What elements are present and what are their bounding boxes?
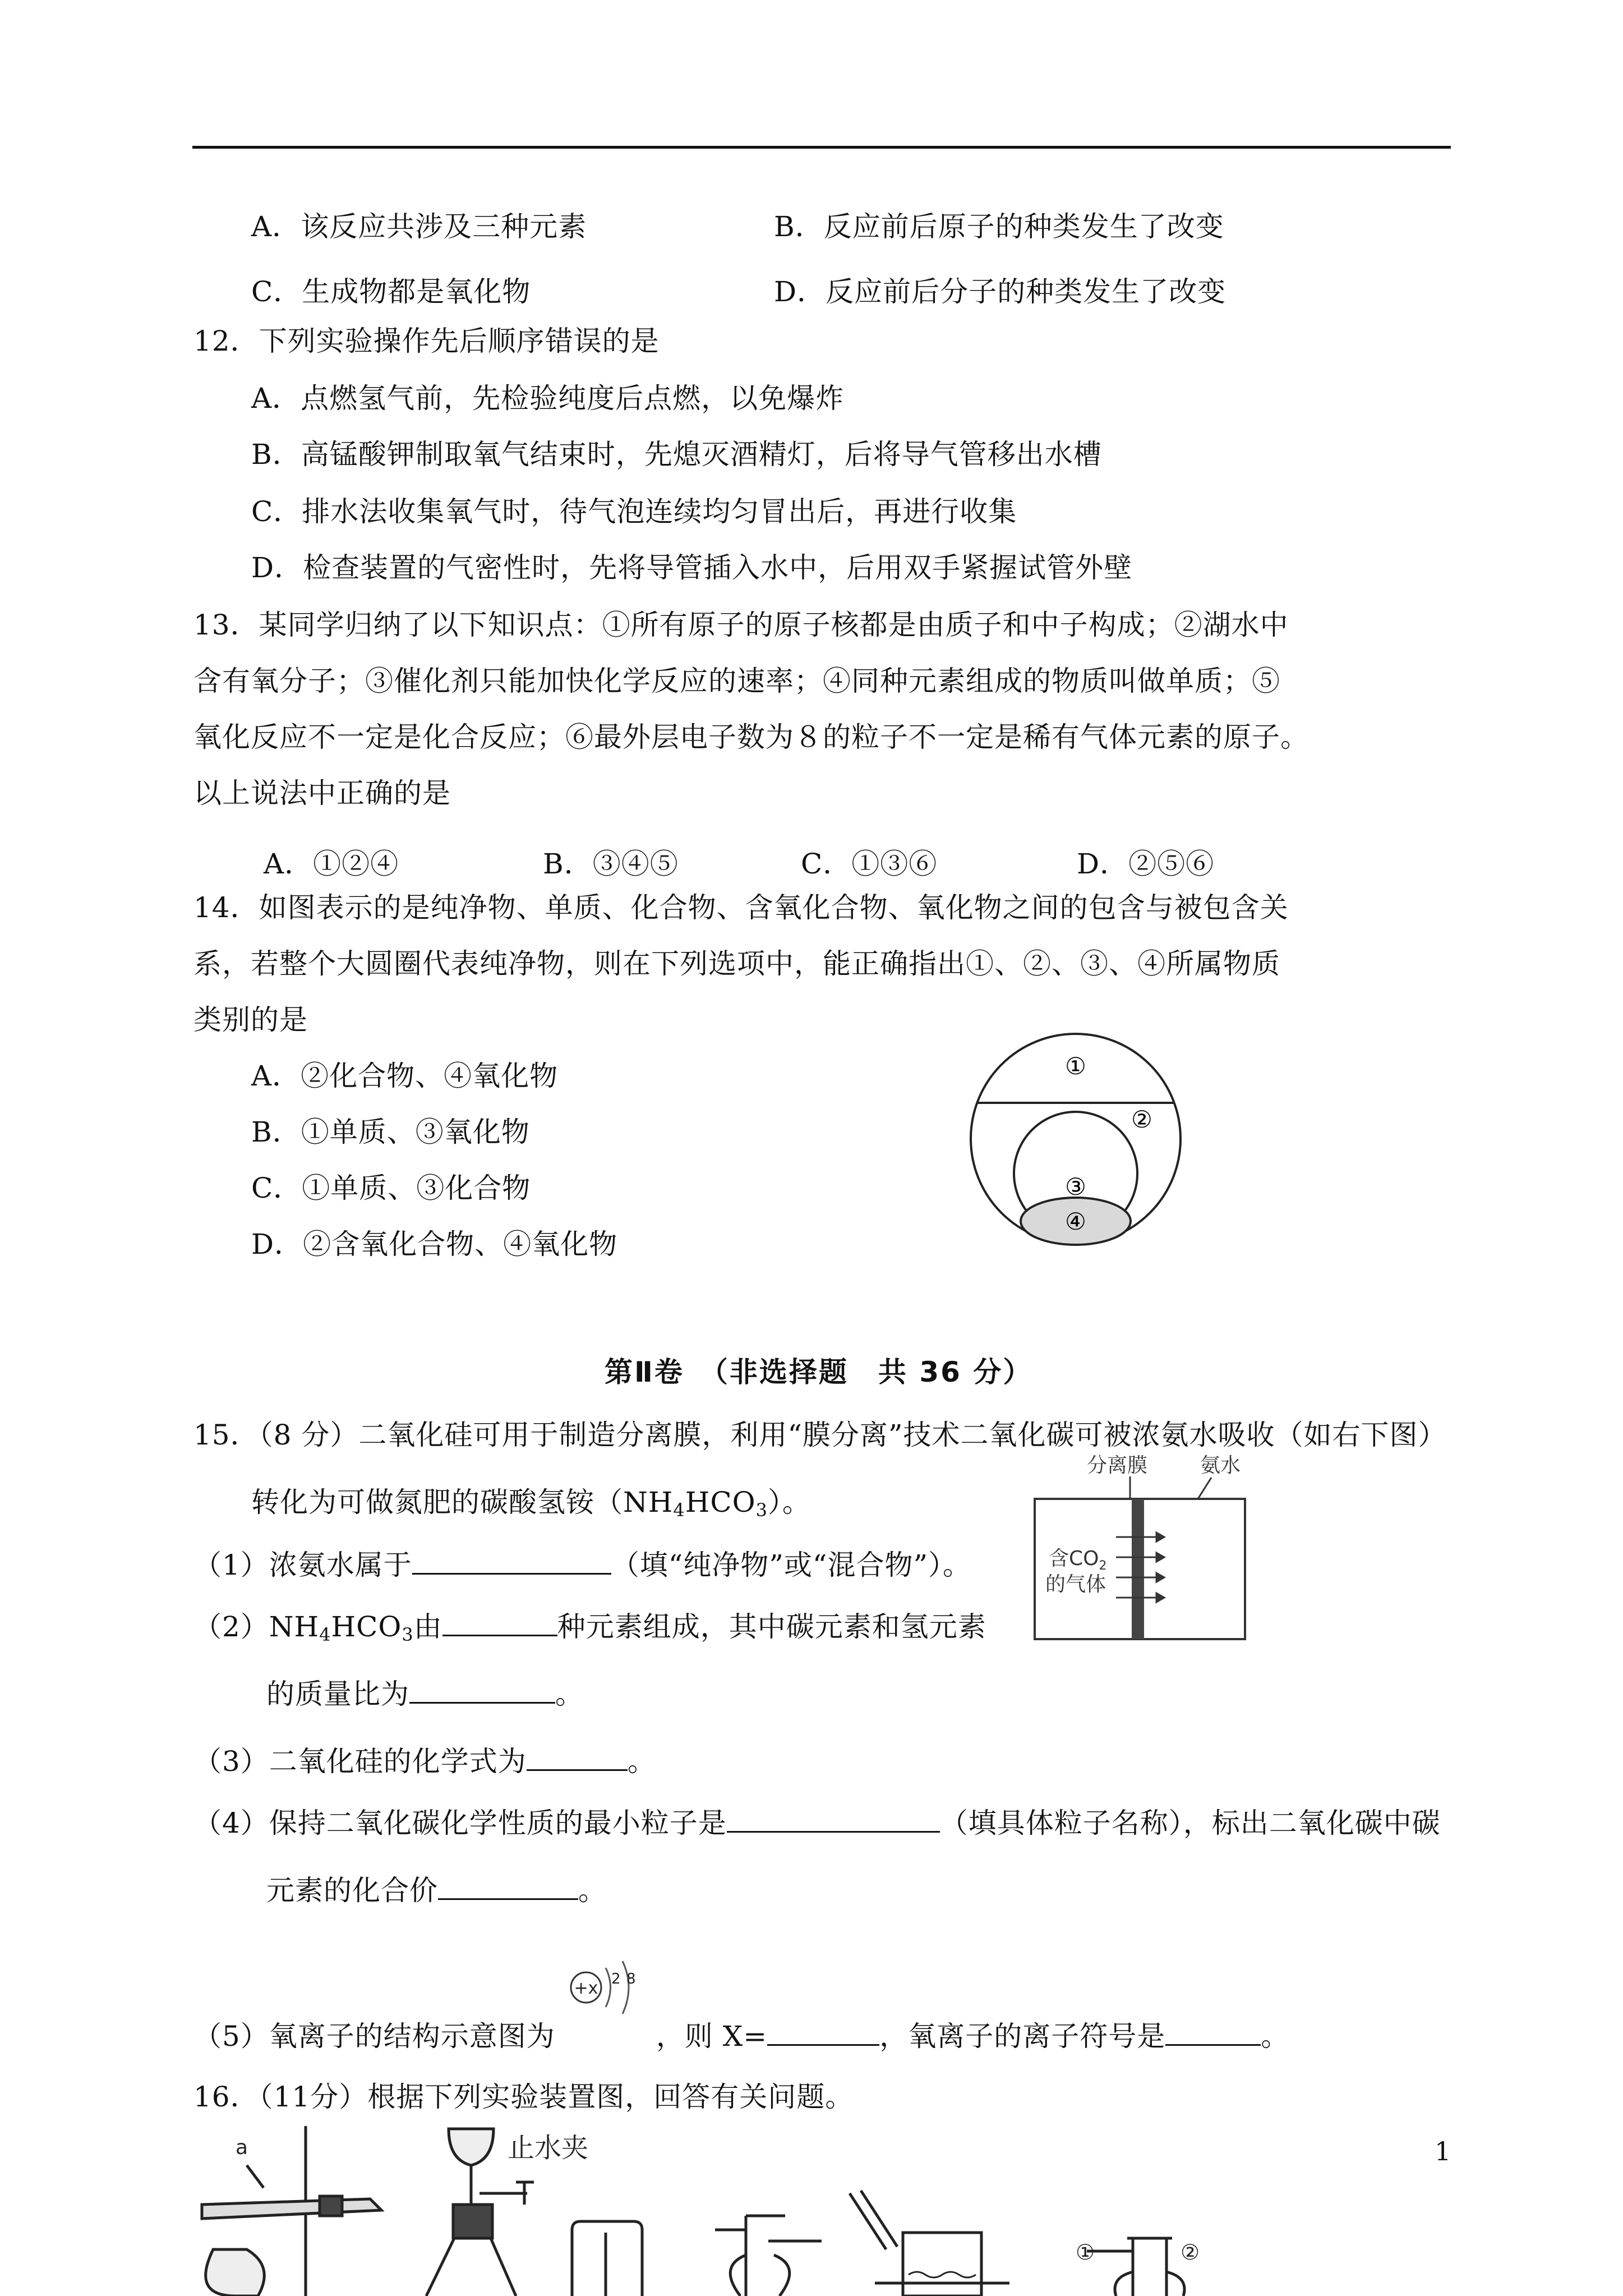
q15-part-4b: 元素的化合价 。 [266,1872,607,1907]
oxygen-ion-structure-diagram [561,1951,656,2024]
answer-blank-3[interactable] [527,1743,628,1771]
q13-option-a: A．①②④ [264,848,399,880]
shell-2-electrons: 8 [626,1971,636,1987]
header-rule [192,146,1451,149]
gas-label-line-1: 含$CO_2$ [1049,1547,1107,1573]
diagram-label-2: ② [1131,1106,1152,1133]
q12-option-c: C．排水法收集氧气时，待气泡连续均匀冒出后，再进行收集 [251,495,1017,528]
q16-apparatus-figure [179,2120,1301,2296]
q13-option-d: D．②⑤⑥ [1077,848,1215,880]
q16-stem: 16．（11分）根据下列实验装置图，回答有关问题。 [193,2081,854,2113]
apparatus-a-heating [202,2126,381,2296]
q15-part-2: $(2)NH_4HCO_3$由 种元素组成，其中碳元素和氢元素 [193,1609,986,1644]
diagram-label-3: ③ [1065,1173,1086,1200]
q15-part-5: （5）氧离子的结构示意图为 ，则 X= ，氧离子的离子符号是 。 [193,2018,1289,2053]
diagram-label-1: ① [1065,1052,1086,1080]
q13-option-c: C．①③⑥ [801,848,938,880]
electron-shell-1 [606,1968,611,2007]
label-water-clamp: 止水夹 [508,2132,589,2164]
q13-line-3: 氧化反应不一定是化合反应；⑥最外层电子数为８的粒子不一定是稀有气体元素的原子。 [193,721,1309,753]
q12-option-b: B．高锰酸钾制取氧气结束时，先熄灭酒精灯，后将导气管移出水槽 [251,438,1102,471]
q15-membrane-figure [1032,1453,1256,1644]
q15-line-2: 转化为可做氮肥的碳酸氢铵$(NH_4HCO_3)$。 [251,1486,811,1521]
apparatus-e-trough [850,2191,1009,2296]
q15-part-2b: 的质量比为 。 [266,1676,584,1711]
page-number: 1 [1435,2136,1451,2166]
q12-stem: 12．下列实验操作先后顺序错误的是 [193,325,660,357]
q12-option-a: A．点燃氢气前，先检验纯度后点燃，以免爆炸 [251,382,845,415]
apparatus-d-bottle [715,2216,822,2296]
section-2-title: 第Ⅱ卷 （非选择题 共 36 分） [605,1356,1033,1388]
q11-option-c: C．生成物都是氧化物 [251,275,531,308]
membrane-label: 分离膜 [1086,1454,1148,1477]
q13-line-4: 以上说法中正确的是 [193,777,451,809]
q13-line-1: 13．某同学归纳了以下知识点：①所有原子的原子核都是由质子和中子构成；②湖水中 [193,609,1289,641]
diagram-label-4: ④ [1065,1208,1086,1235]
label-port-2: ② [1181,2240,1200,2265]
q11-option-d: D．反应前后分子的种类发生了改变 [774,275,1227,308]
ammonia-label: 氨水 [1200,1454,1241,1477]
answer-blank-1[interactable] [412,1547,611,1575]
q14-option-c: C．①单质、③化合物 [251,1172,531,1204]
q14-option-b: B．①单质、③氧化物 [251,1116,530,1148]
answer-blank-4a[interactable] [727,1805,940,1833]
apparatus-c-cylinder [572,2221,642,2296]
answer-blank-5a[interactable] [767,2018,879,2046]
q11-option-a: A．该反应共涉及三种元素 [251,210,587,243]
q14-line-2: 系，若整个大圆圈代表纯净物，则在下列选项中，能正确指出①、②、③、④所属物质 [193,947,1280,980]
label-port-1: ① [1076,2240,1095,2265]
q14-classification-diagram [963,1027,1188,1251]
q14-line-1: 14．如图表示的是纯净物、单质、化合物、含氧化合物、氧化物之间的包含与被包含关 [193,891,1289,924]
q11-option-b: B．反应前后原子的种类发生了改变 [774,210,1224,243]
electron-shell-2 [623,1961,629,2014]
answer-blank-5b[interactable] [1165,2018,1261,2046]
separation-membrane [1132,1499,1144,1639]
shell-1-electrons: 2 [611,1971,621,1987]
q13-line-2: 含有氧分子；③催化剂只能加快化学反应的速率；④同种元素组成的物质叫做单质；⑤ [193,665,1280,697]
q12-option-d: D．检查装置的气密性时，先将导管插入水中，后用双手紧握试管外壁 [251,551,1133,584]
label-a: a [236,2136,248,2159]
q14-option-a: A．②化合物、④氧化物 [251,1060,559,1092]
q15-part-1: （1）浓氨水属于 （填“纯净物”或“混合物”）。 [193,1547,971,1582]
answer-blank-2a[interactable] [442,1609,557,1636]
q15-part-4: （4）保持二氧化碳化学性质的最小粒子是 （填具体粒子名称），标出二氧化碳中碳 [193,1805,1441,1840]
gas-label-line-2: 的气体 [1045,1573,1106,1596]
q14-option-d: D．②含氧化合物、④氧化物 [251,1228,618,1260]
apparatus-f-gas-bottle [1087,2238,1184,2296]
q14-line-3: 类别的是 [193,1004,308,1036]
nucleus-charge: +x [574,1978,598,1998]
answer-blank-4b[interactable] [438,1872,578,1900]
q15-line-1: 15．（8 分）二氧化硅可用于制造分离膜，利用“膜分离”技术二氧化碳可被浓氨水吸收（如右下图） [193,1419,1447,1451]
q15-part-3: （3）二氧化硅的化学式为 。 [193,1743,656,1778]
q13-option-b: B．③④⑤ [543,848,679,880]
answer-blank-2b[interactable] [409,1676,555,1704]
